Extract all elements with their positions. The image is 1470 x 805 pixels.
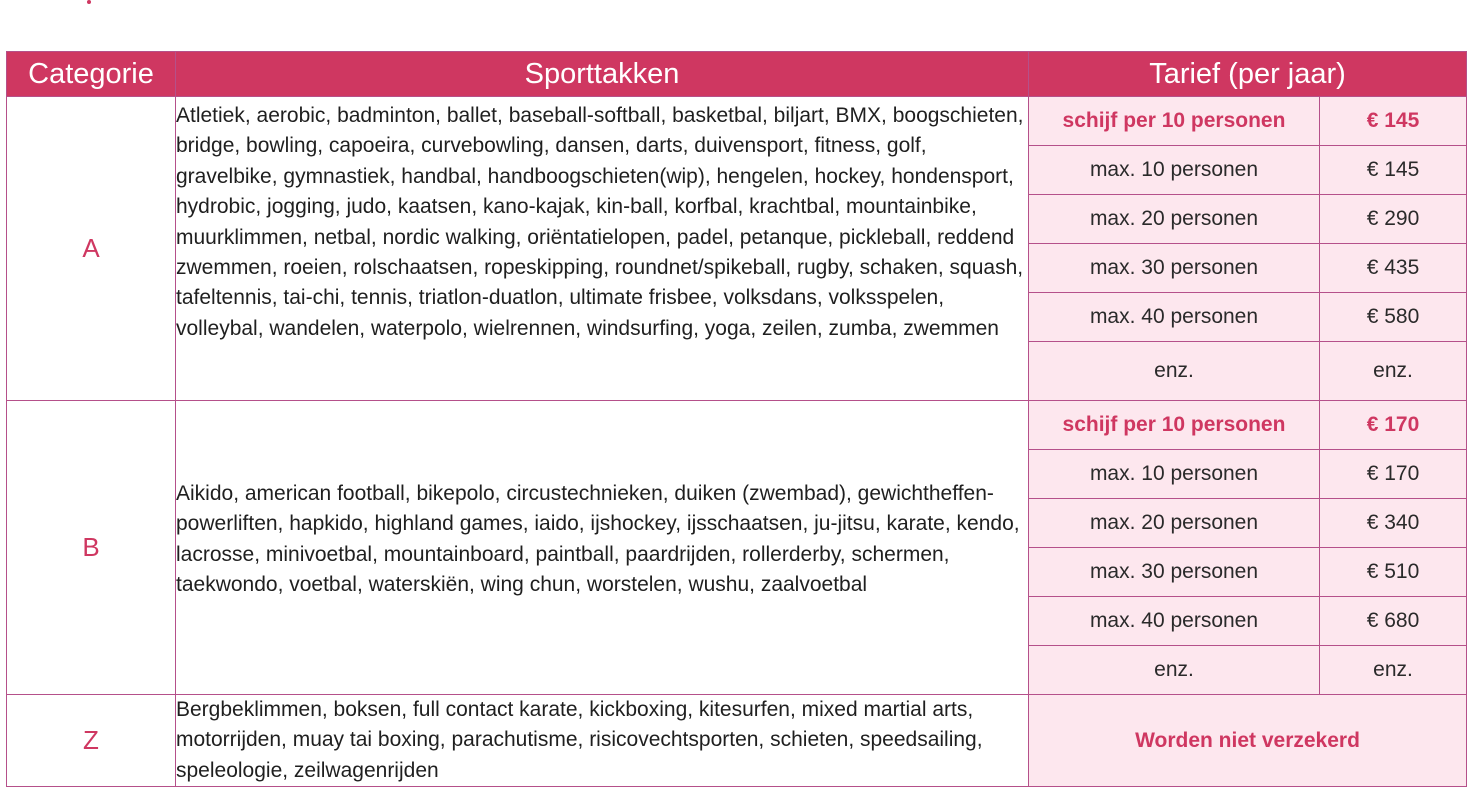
rate-label: max. 10 personen <box>1029 450 1320 499</box>
not-insured-note: Worden niet verzekerd <box>1029 695 1467 787</box>
table-row <box>7 97 1467 146</box>
sports-list-a <box>176 97 1029 401</box>
rate-price: € 340 <box>1320 499 1467 548</box>
rate-label: schijf per 10 personen <box>1029 401 1320 450</box>
rate-label: max. 20 personen <box>1029 499 1320 548</box>
header-tarief: Tarief (per jaar) <box>1029 52 1467 97</box>
table-row <box>7 695 1467 787</box>
header-categorie: Categorie <box>7 52 176 97</box>
rate-price: € 580 <box>1320 293 1467 342</box>
rate-label: max. 30 personen <box>1029 244 1320 293</box>
rate-price: € 510 <box>1320 548 1467 597</box>
rate-price: € 290 <box>1320 195 1467 244</box>
decorative-dot <box>87 0 91 4</box>
rate-label: schijf per 10 personen <box>1029 97 1320 146</box>
header-sporttakken: Sporttakken <box>176 52 1029 97</box>
rate-price: enz. <box>1320 646 1467 695</box>
tariff-table <box>6 51 1467 787</box>
sports-text-z: Bergbeklimmen, boksen, full contact karate, kickboxing, kitesurfen, mixed martial arts, motorrijden, muay tai boxing, parachutisme, risicovechtsporten, schieten, speedsailing, speleologie, zeilwagenrijden <box>176 698 983 782</box>
table-row <box>7 401 1467 450</box>
rate-label: max. 40 personen <box>1029 293 1320 342</box>
sports-list-z <box>176 695 1029 787</box>
sports-text-a: Atletiek, aerobic, badminton, ballet, baseball-softball, basketbal, biljart, BMX, boogschieten, bridge, bowling, capoeira, curvebowling, dansen, darts, duivensport, fitness, golf, gravelbike, gymnastiek, handbal, handboogschieten(wip), hengelen, hockey, hondensport, hydrobic, jogging, judo, kaatsen, kano-kajak, kin-ball, korfbal, krachtbal, mountainbike, muurklimmen, netbal, nordic walking, oriëntatielopen, padel, petanque, pickleball, reddend zwemmen, roeien, rolschaatsen, ropeskipping, roundnet/spikeball, rugby, schaken, squash, tafeltennis, tai-chi, tennis, triatlon-duatlon, ultimate frisbee, volksdans, volksspelen, volleybal, wandelen, waterpolo, wielrennen, windsurfing, yoga, zeilen, zumba, zwemmen <box>176 104 1024 340</box>
rate-price: enz. <box>1320 342 1467 401</box>
rate-label: max. 30 personen <box>1029 548 1320 597</box>
rate-price: € 170 <box>1320 450 1467 499</box>
rate-price: € 680 <box>1320 597 1467 646</box>
rate-label: enz. <box>1029 646 1320 695</box>
category-b: B <box>7 401 176 695</box>
rate-label: max. 20 personen <box>1029 195 1320 244</box>
rate-price: € 145 <box>1320 146 1467 195</box>
header-row <box>7 52 1467 97</box>
sports-list-b <box>176 401 1029 695</box>
rate-label: enz. <box>1029 342 1320 401</box>
rate-price: € 435 <box>1320 244 1467 293</box>
rate-label: max. 40 personen <box>1029 597 1320 646</box>
category-z: Z <box>7 695 176 787</box>
rate-price: € 170 <box>1320 401 1467 450</box>
rate-label: max. 10 personen <box>1029 146 1320 195</box>
rate-price: € 145 <box>1320 97 1467 146</box>
category-a: A <box>7 97 176 401</box>
sports-text-b: Aikido, american football, bikepolo, circustechnieken, duiken (zwembad), gewichtheffen-powerliften, hapkido, highland games, iaido, ijshockey, ijsschaatsen, ju-jitsu, karate, kendo, lacrosse, minivoetbal, mountainboard, paintball, paardrijden, rollerderby, schermen, taekwondo, voetbal, waterskiën, wing chun, worstelen, wushu, zaalvoetbal <box>176 481 1020 596</box>
